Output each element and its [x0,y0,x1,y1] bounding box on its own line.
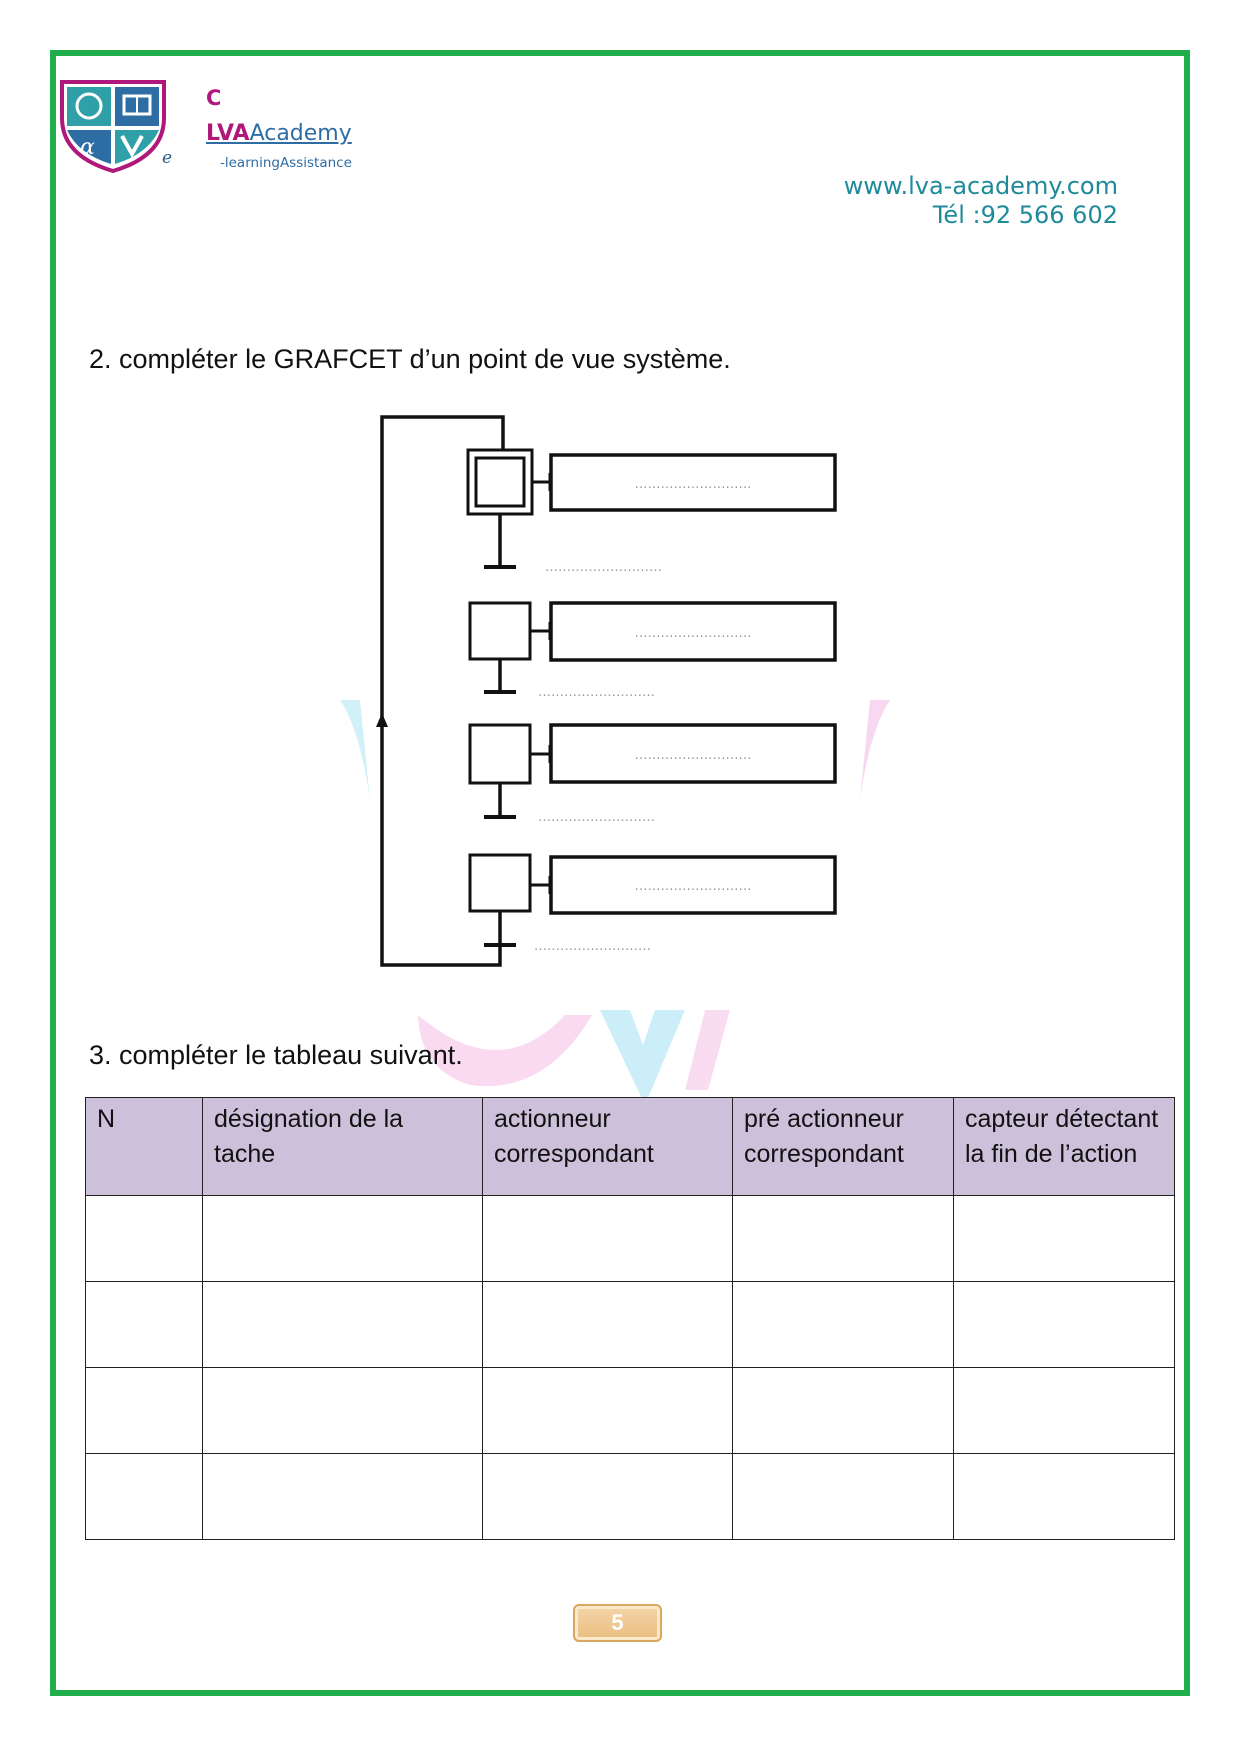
header-designation: désignation de la tache [203,1098,483,1196]
grafcet-transition-1-dots: ……………………… [545,560,662,575]
table-cell[interactable] [733,1196,954,1282]
grafcet-action-1-dots: ……………………… [634,477,752,492]
grafcet-action-2-dots: ……………………… [634,626,752,641]
lva-academy-logo [58,78,168,173]
table-row [86,1368,1175,1454]
grafcet-transition-3-dots: ……………………… [538,810,655,825]
grafcet-loop-arrow [376,713,388,727]
grafcet-action-4-dots: ……………………… [634,879,752,894]
table-cell[interactable] [203,1196,483,1282]
table-cell[interactable] [954,1454,1175,1540]
website-link[interactable]: www.lva-academy.com [843,172,1118,200]
table-cell[interactable] [86,1368,203,1454]
grafcet-transition-1 [484,560,662,575]
question-2-heading: 2. compléter le GRAFCET d’un point de vue système. [89,344,731,374]
table-row [86,1454,1175,1540]
grafcet-transition-4 [484,939,651,954]
brand-e-letter: e [162,148,173,168]
table-row [86,1196,1175,1282]
header-capteur: capteur détectant la fin de l’action [954,1098,1175,1196]
brand-academy: Academy [249,121,352,146]
table-cell[interactable] [954,1282,1175,1368]
table-cell[interactable] [733,1282,954,1368]
header-pre-actionneur: pré actionneur correspondant [733,1098,954,1196]
brand-letter: C [206,86,222,110]
grafcet-step-4 [470,855,835,913]
table-cell[interactable] [733,1368,954,1454]
grafcet-step-1 [468,450,835,514]
table-cell[interactable] [483,1454,733,1540]
brand-name[interactable] [206,121,352,146]
brand-lva: LVA [206,121,250,146]
grafcet-step-2 [470,603,835,660]
table-row [86,1282,1175,1368]
table-header-row [86,1098,1175,1196]
table-cell[interactable] [483,1196,733,1282]
table-cell[interactable] [86,1454,203,1540]
table-cell[interactable] [203,1454,483,1540]
table-cell[interactable] [954,1196,1175,1282]
grafcet-step-3 [470,725,835,783]
grafcet-action-3-dots: ……………………… [634,748,752,763]
brand-tagline: -learningAssistance [220,155,352,171]
table-cell[interactable] [86,1282,203,1368]
header-n: N [86,1098,203,1196]
task-table [85,1097,1175,1540]
phone-number: Tél :92 566 602 [932,201,1118,229]
page-number-badge: 5 [573,1604,662,1642]
grafcet-transition-2-dots: ……………………… [538,685,655,700]
table-cell[interactable] [483,1368,733,1454]
grafcet-transition-2 [484,685,655,700]
table-cell[interactable] [483,1282,733,1368]
table-cell[interactable] [86,1196,203,1282]
grafcet-transition-3 [484,810,655,825]
contact-block [844,172,1118,230]
grafcet-transition-4-dots: ……………………… [534,939,651,954]
table-cell[interactable] [733,1454,954,1540]
header-actionneur: actionneur correspondant [483,1098,733,1196]
table-cell[interactable] [954,1368,1175,1454]
table-cell[interactable] [203,1282,483,1368]
grafcet-diagram [370,405,870,1005]
table-cell[interactable] [203,1368,483,1454]
svg-text:α: α [80,135,95,160]
question-3-heading: 3. compléter le tableau suivant. [89,1040,463,1070]
